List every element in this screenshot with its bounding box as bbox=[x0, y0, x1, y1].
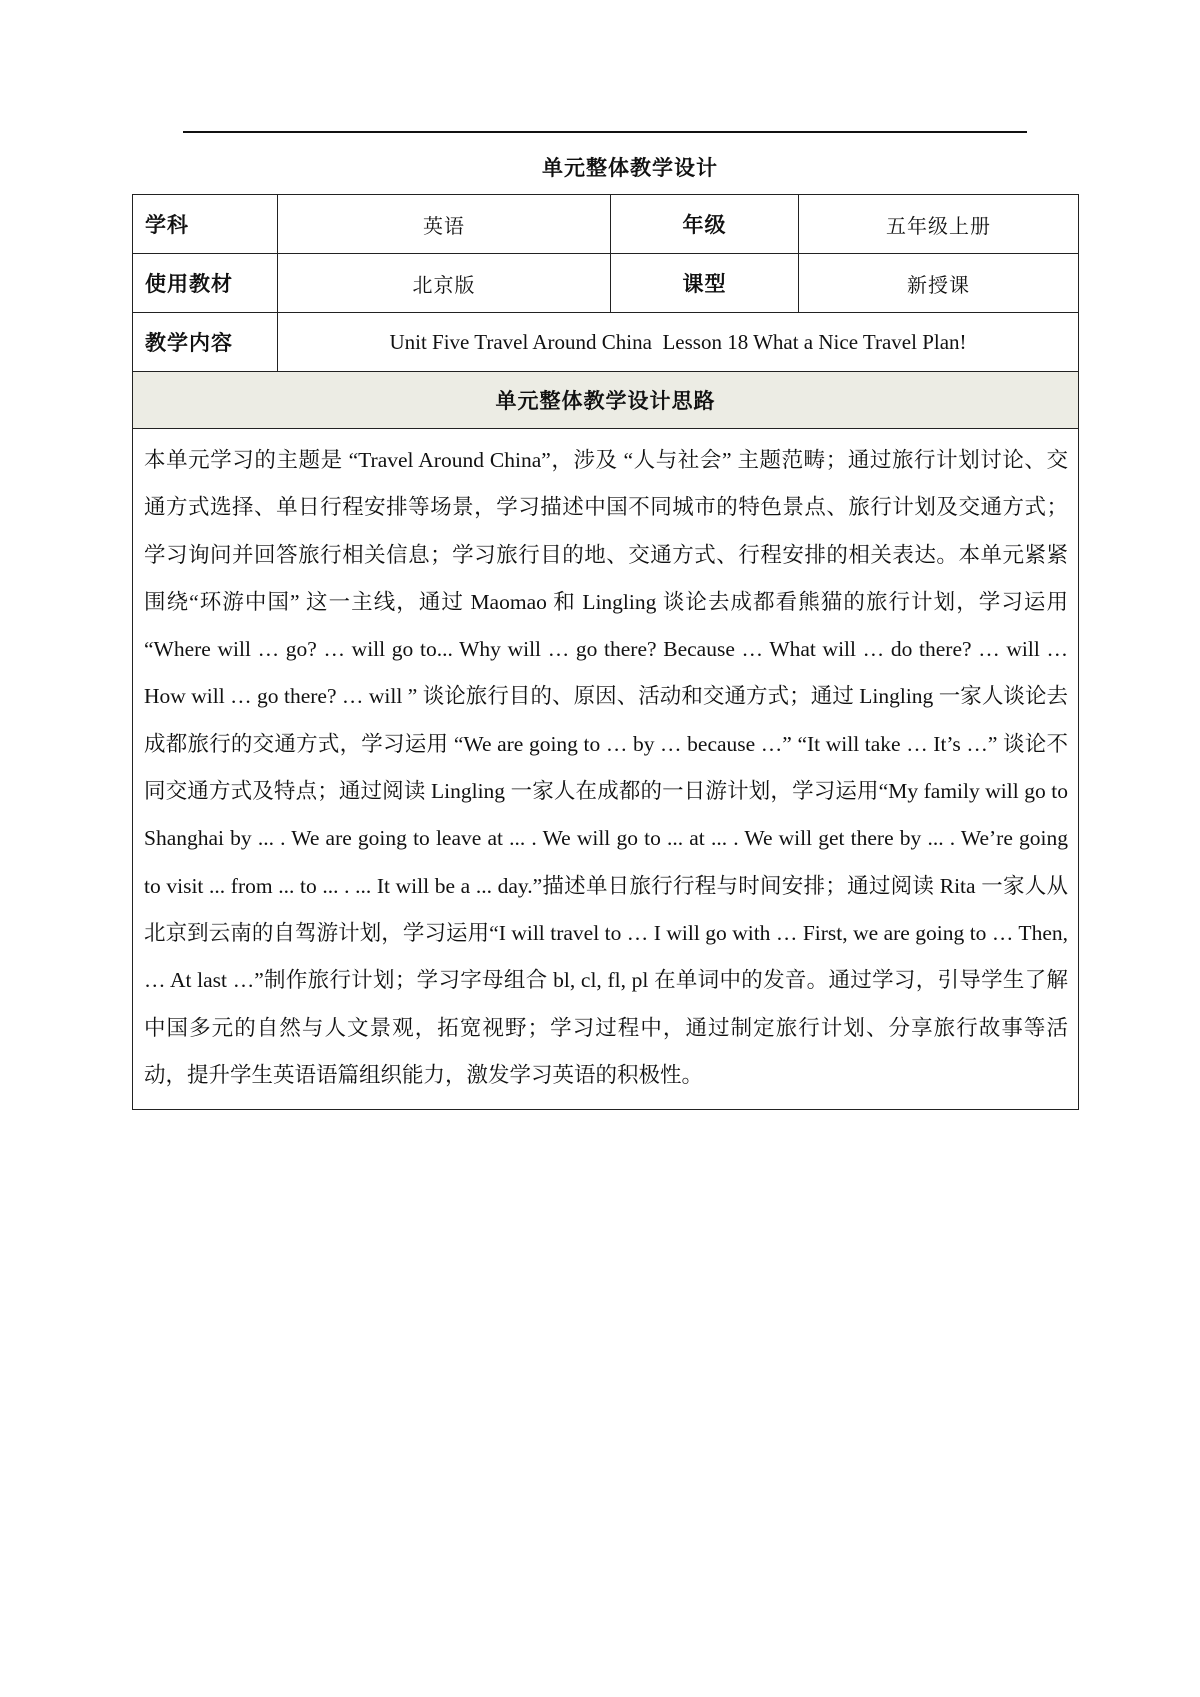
design-section-header: 单元整体教学设计思路 bbox=[133, 372, 1079, 429]
textbook-label: 使用教材 bbox=[133, 254, 278, 313]
teaching-design-table bbox=[132, 194, 1079, 1110]
table-row bbox=[133, 372, 1079, 429]
lesson-type-value: 新授课 bbox=[799, 254, 1079, 313]
subject-label: 学科 bbox=[133, 195, 278, 254]
design-section-body-cell bbox=[133, 429, 1079, 1110]
grade-label: 年级 bbox=[611, 195, 799, 254]
table-row bbox=[133, 429, 1079, 1110]
grade-value: 五年级上册 bbox=[799, 195, 1079, 254]
subject-value: 英语 bbox=[278, 195, 611, 254]
content-value: Unit Five Travel Around China Lesson 18 What a Nice Travel Plan! bbox=[278, 313, 1079, 372]
table-row bbox=[133, 313, 1079, 372]
table-row bbox=[133, 195, 1079, 254]
table-row bbox=[133, 254, 1079, 313]
textbook-value: 北京版 bbox=[278, 254, 611, 313]
design-description: 本单元学习的主题是 “Travel Around China”，涉及 “人与社会” 主题范畴；通过旅行计划讨论、交通方式选择、单日行程安排等场景，学习描述中国不同城市的特色景点、旅行计划及交通方式；学习询问并回答旅行相关信息；学习旅行目的地、交通方式、行程安排的相关表达。本单元紧紧围绕“环游中国” 这一主线，通过 Maomao 和 Lingling 谈论去成都看熊猫的旅行计划，学习运用 “Where will … go? … will go to... Why will … go there? Because … What will … do there? … will … How will … go there? … will ” 谈论旅行目的、原因、活动和交通方式；通过 Lingling 一家人谈论去成都旅行的交通方式，学习运用 “We are going to … by … because …” “It will take … It’s …” 谈论不同交通方式及特点；通过阅读 Lingling 一家人在成都的一日游计划，学习运用“My family will go to Shanghai by ... . We are going to leave at ... . We will go to ... at ... . We will get there by ... . We’re going to visit ... from ... to ... . ... It will be a ... day.”描述单日旅行行程与时间安排；通过阅读 Rita 一家人从北京到云南的自驾游计划，学习运用“I will travel to … I will go with … First, we are going to … Then, … At last …”制作旅行计划；学习字母组合 bl, cl, fl, pl 在单词中的发音。通过学习，引导学生了解中国多元的自然与人文景观，拓宽视野；学习过程中，通过制定旅行计划、分享旅行故事等活动，提升学生英语语篇组织能力，激发学习英语的积极性。 bbox=[144, 448, 1068, 1087]
lesson-type-label: 课型 bbox=[611, 254, 799, 313]
document-title: 单元整体教学设计 bbox=[542, 156, 718, 180]
header-rule bbox=[183, 131, 1027, 133]
content-label: 教学内容 bbox=[133, 313, 278, 372]
